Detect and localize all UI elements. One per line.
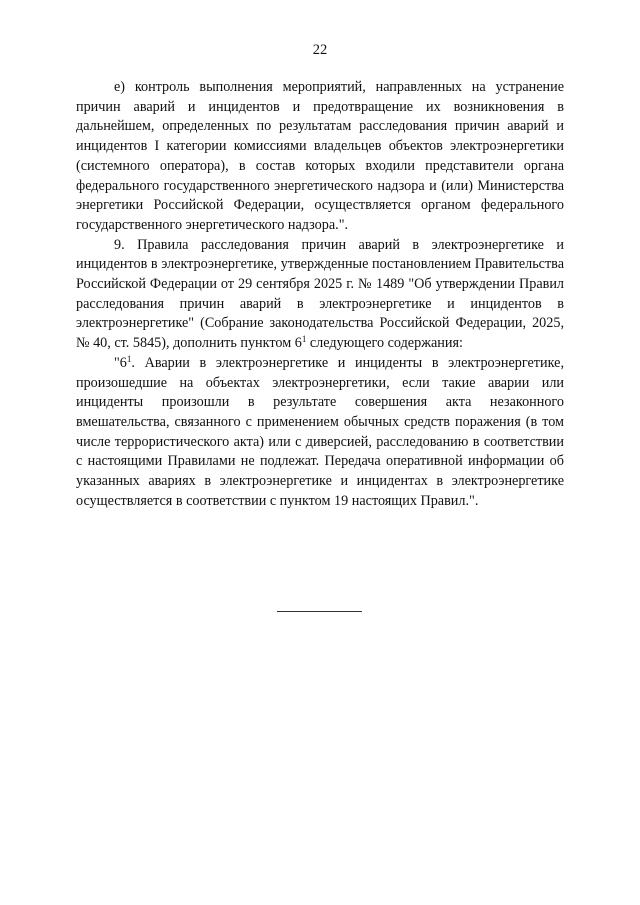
paragraph-e-text: е) контроль выполнения мероприятий, направленных на устранение причин аварий и инцидентов и предотвращение их возникновения в дальнейшем, определенных по результатам расследования причин аварий и инцидентов I категории комиссиями владельцев объектов электроэнергетики (системного оператора), в состав которых входили представители органа федерального государственного энергетического надзора и (или) Министерства энергетики Российской Федерации, осуществляется органом федерального государственного энергетического надзора.". <box>76 79 564 233</box>
paragraph-6-1 <box>76 354 564 512</box>
paragraph-6-1-text: . Аварии в электроэнергетике и инциденты в электроэнергетике, произошедшие на объектах электроэнергетики, если такие аварии или инциденты произошли в результате совершения акта незаконного вмешательства, связанного с применением обычных средств поражения (в том числе террористического акта) или с диверсией, расследованию в соответствии с настоящими Правилами не подлежат. Передача оперативной информации об указанных авариях в электроэнергетике и инцидентах в электроэнергетике осуществляется в соответствии с пунктом 19 настоящих Правил.". <box>76 354 564 509</box>
document-body <box>76 78 564 511</box>
paragraph-6-1-superscript: 1 <box>126 353 132 364</box>
paragraph-9-tail: следующего содержания: <box>306 335 463 352</box>
paragraph-9-text: 9. Правила расследования причин аварий в электроэнергетике и инцидентов в электроэнергетике, утвержденные постановлением Правительства Российской Федерации от 29 сентября 2025 г. № 1489 "Об утверждении Правил расследования причин аварий в электроэнергетике и инцидентов в электроэнергетике" (Собрание законодательства Российской Федерации, 2025, № 40, ст. 5845), дополнить пунктом 6 <box>76 236 564 352</box>
paragraph-6-1-start: "6 <box>114 354 127 371</box>
paragraph-e <box>76 78 564 236</box>
paragraph-9 <box>76 236 564 354</box>
page-number: 22 <box>312 42 328 58</box>
paragraph-9-superscript: 1 <box>301 334 307 345</box>
end-divider-line <box>277 611 362 612</box>
